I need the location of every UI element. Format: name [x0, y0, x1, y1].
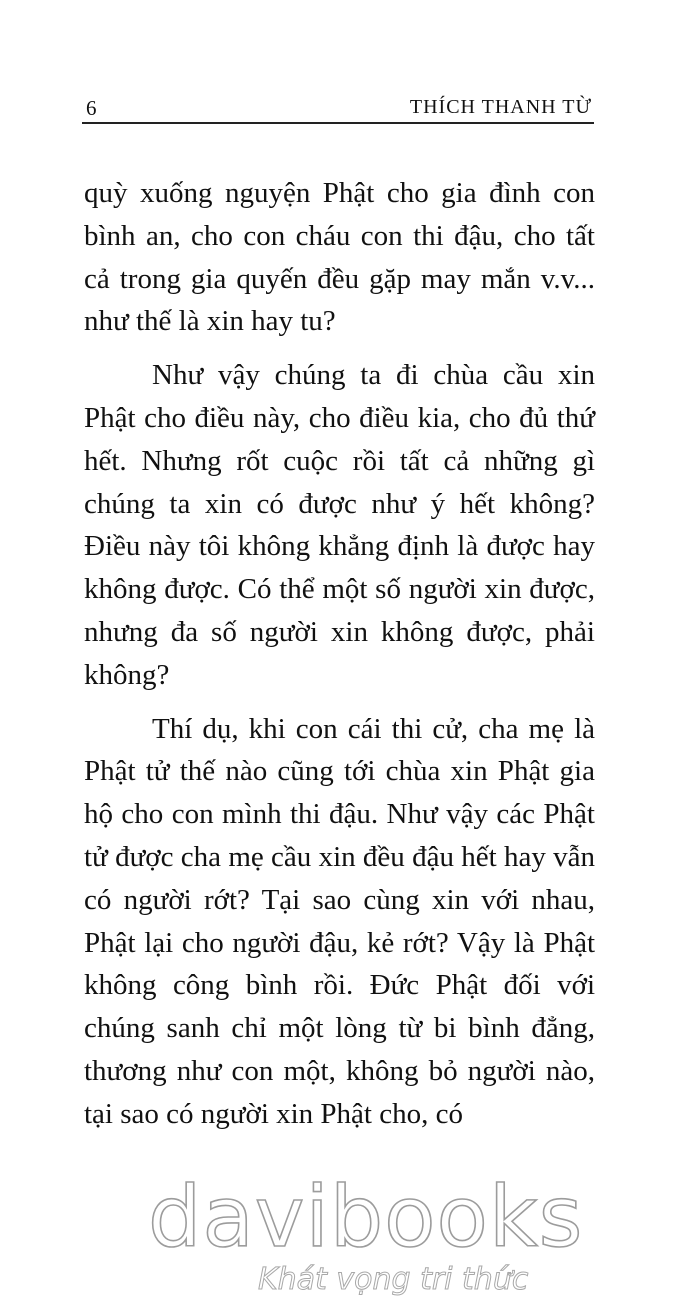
publisher-watermark [148, 1168, 584, 1302]
watermark-logo: davibooks [148, 1168, 584, 1266]
body-text [84, 172, 595, 1136]
watermark-slogan: Khát vọng tri thức [258, 1262, 529, 1297]
paragraph-1: quỳ xuống nguyện Phật cho gia đình con bình an, cho con cháu con thi đậu, cho tất cả trong gia quyến đều gặp may mắn v.v... như thế là xin hay tu? [84, 177, 595, 338]
running-title: THÍCH THANH TỪ [409, 96, 592, 118]
header-rule [82, 122, 594, 124]
page-number: 6 [86, 96, 97, 120]
page-header [82, 92, 594, 124]
paragraph-3: Thí dụ, khi con cái thi cử, cha mẹ là Phật tử thế nào cũng tới chùa xin Phật gia hộ cho con mình thi đậu. Như vậy các Phật tử được cha mẹ cầu xin đều đậu hết hay vẫn có người rớt? Tại sao cùng xin với nhau, Phật lại cho người đậu, kẻ rớt? Vậy là Phật không công bình rồi. Đức Phật đối với chúng sanh chỉ một lòng từ bi bình đẳng, thương như con một, không bỏ người nào, tại sao có người xin Phật cho, có [84, 712, 595, 1130]
paragraph-2: Như vậy chúng ta đi chùa cầu xin Phật cho điều này, cho điều kia, cho đủ thứ hết. Nhưng rốt cuộc rồi tất cả những gì chúng ta xin có được như ý hết không? Điều này tôi không khẳng định là được hay không được. Có thể một số người xin được, nhưng đa số người xin không được, phải không? [84, 359, 595, 691]
